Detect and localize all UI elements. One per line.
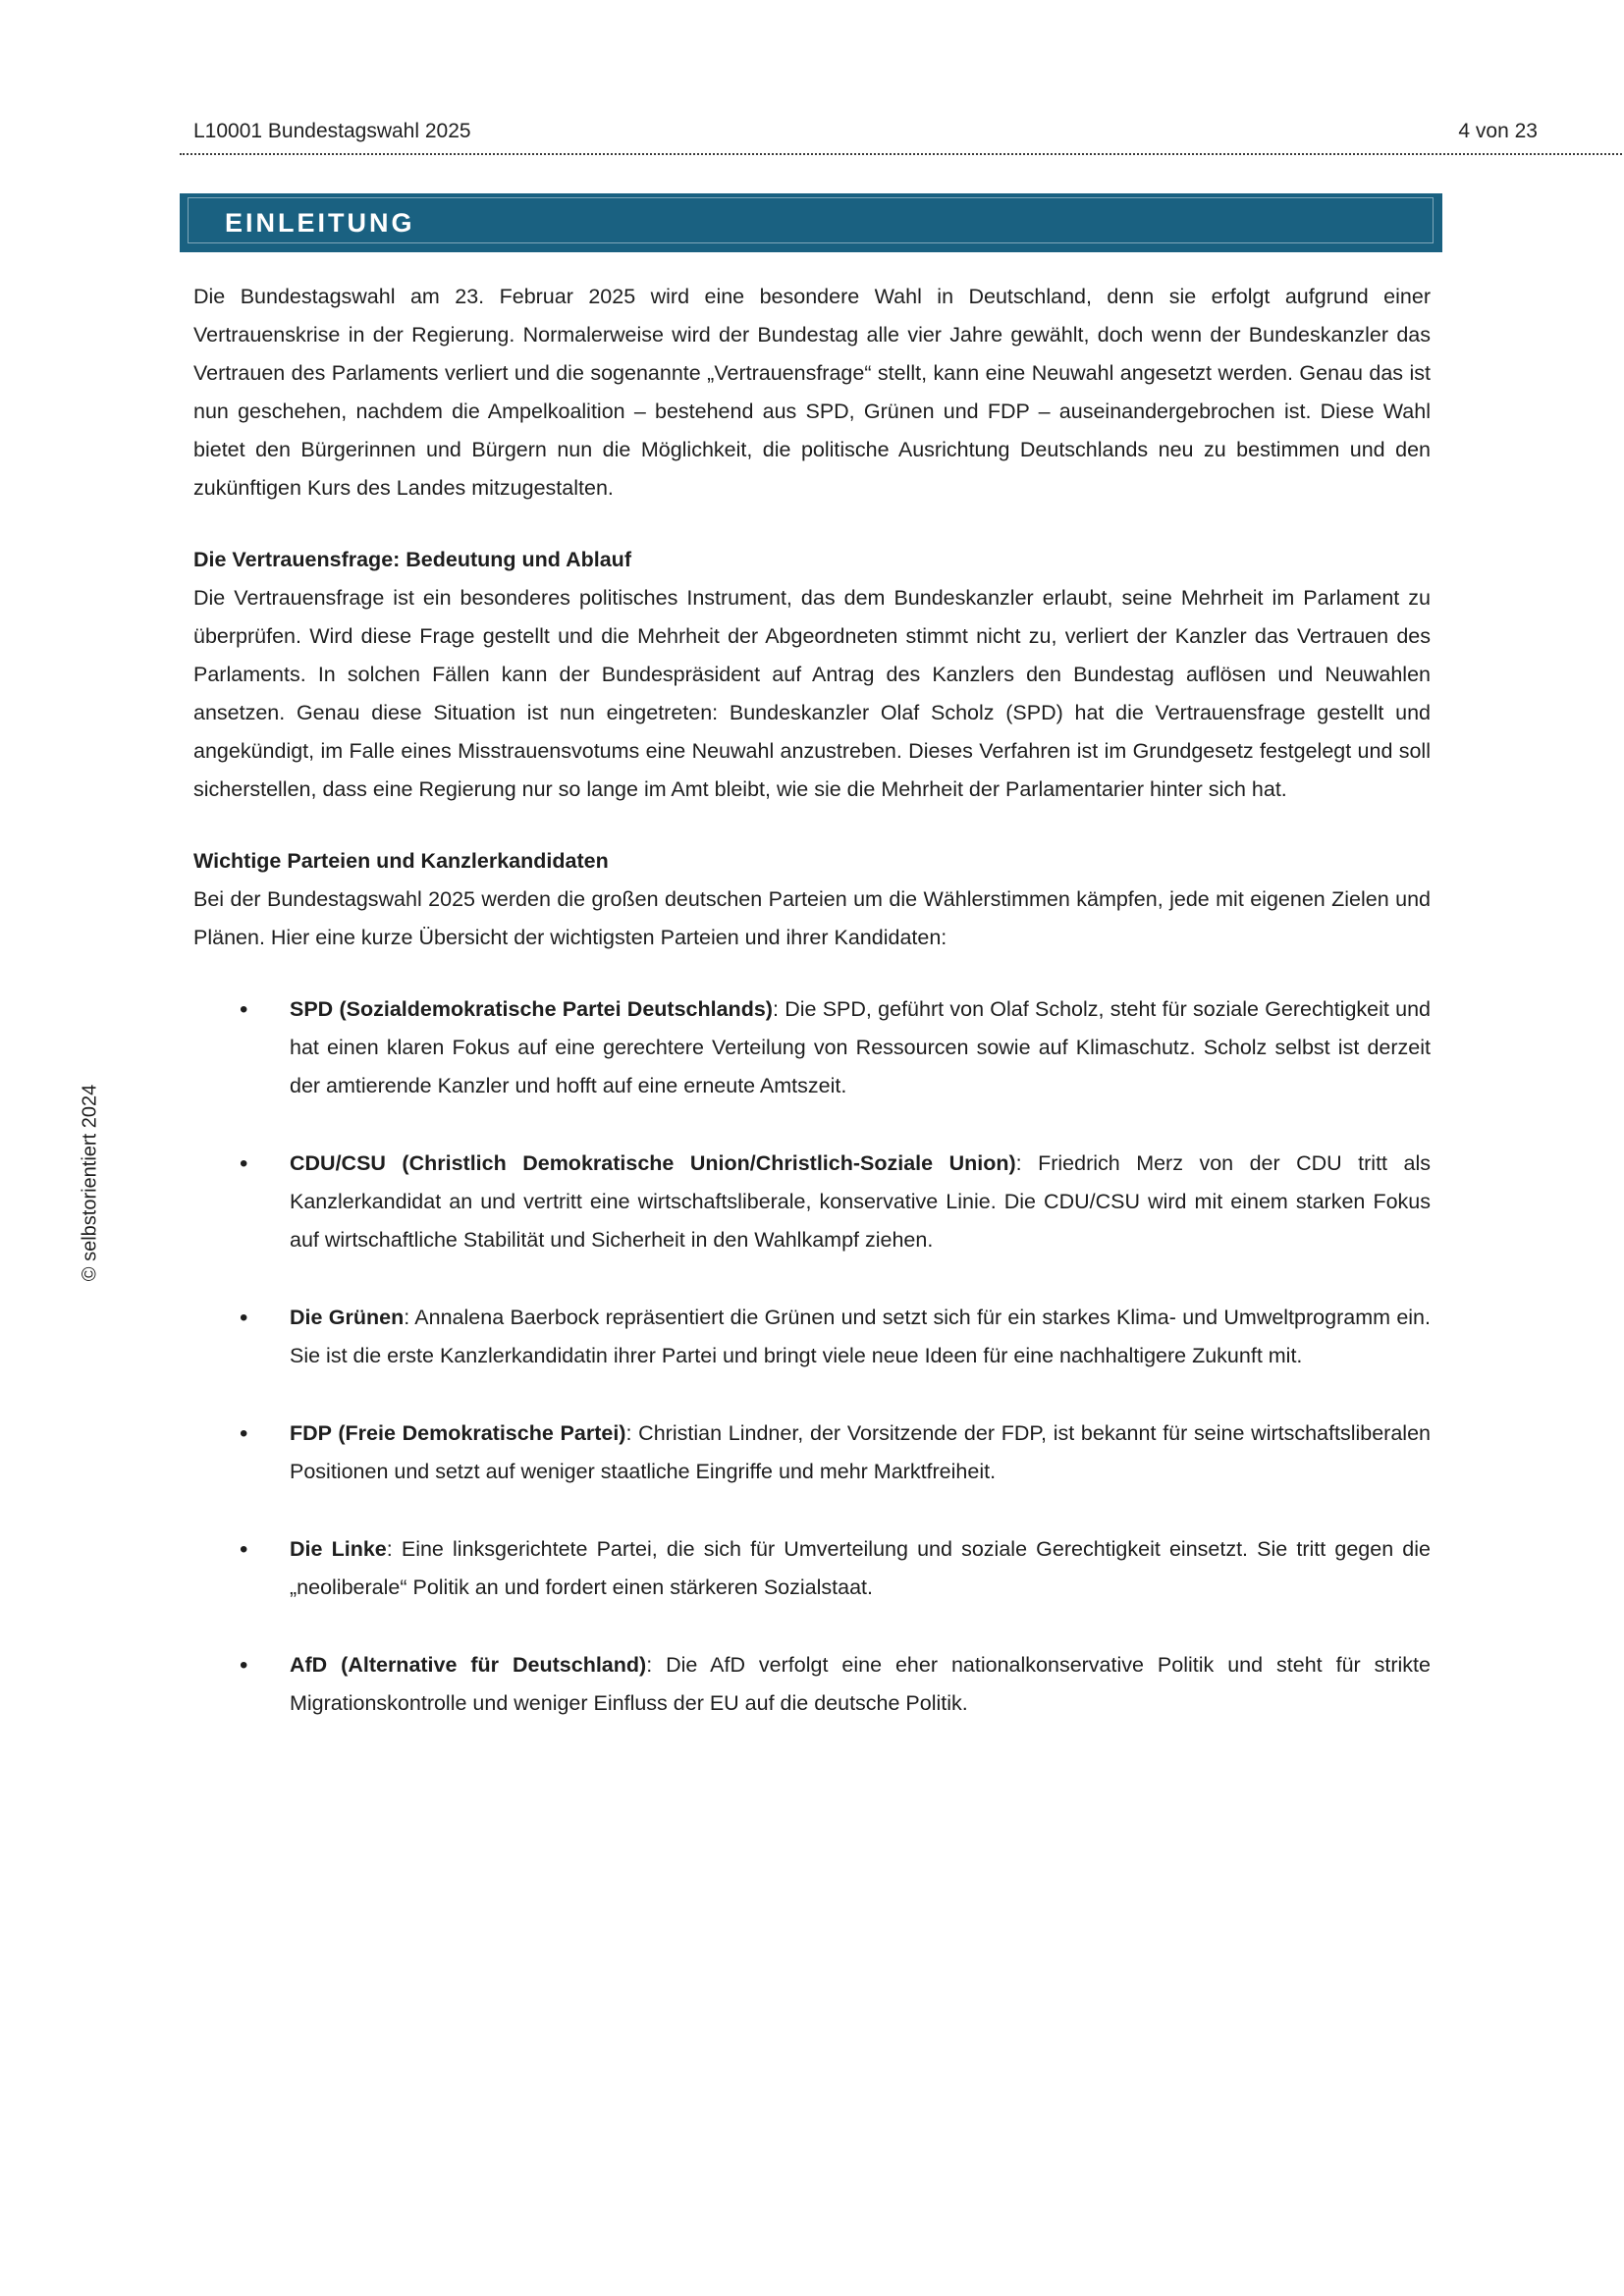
header-doc-code: L10001 Bundestagswahl 2025 [193,120,471,142]
party-desc-cdu-csu: : Friedrich Merz von der CDU tritt als Kanzlerkandidat an und vertritt eine wirtschaftsliberale, konservative Linie. Die CDU/CSU wird mit einem starken Fokus auf wirtschaftliche Stabilität und Sicherheit in den Wahlkampf ziehen. [290,1151,1431,1252]
party-name-gruene: Die Grünen [290,1306,405,1329]
header-rule [180,153,1622,155]
party-list [193,990,1431,1723]
copyright-note: © selbstorientiert 2024 [79,1084,101,1282]
party-desc-spd: : Die SPD, geführt von Olaf Scholz, steht für soziale Gerechtigkeit und hat einen klaren Fokus auf eine gerechtere Verteilung von Ressourcen sowie auf Klimaschutz. Scholz selbst ist derzeit der amtierende Kanzler und hofft auf eine erneute Amtszeit. [290,997,1431,1097]
party-desc-linke: : Eine linksgerichtete Partei, die sich für Umverteilung und soziale Gerechtigkeit einsetzt. Sie tritt gegen die „neoliberale“ Politik an und fordert einen stärkeren Sozialstaat. [290,1537,1431,1599]
section-banner [180,193,1442,252]
party-name-afd: AfD (Alternative für Deutschland) [290,1653,647,1677]
party-name-linke: Die Linke [290,1537,387,1561]
page-header [193,119,1538,144]
list-item-fdp [193,1415,1431,1491]
section-heading-parteien: Wichtige Parteien und Kanzlerkandidaten [193,849,609,873]
party-desc-afd: : Die AfD verfolgt eine eher nationalkonservative Politik und steht für strikte Migrationskontrolle und weniger Einfluss der EU auf die deutsche Politik. [290,1653,1431,1715]
header-page-number: 4 von 23 [1458,120,1538,142]
party-desc-fdp: : Christian Lindner, der Vorsitzende der FDP, ist bekannt für seine wirtschaftsliberalen Positionen und setzt auf weniger staatliche Eingriffe und mehr Marktfreiheit. [290,1421,1431,1483]
list-item-spd [193,990,1431,1105]
list-item-gruene [193,1299,1431,1375]
vertrauensfrage-paragraph: Die Vertrauensfrage ist ein besonderes politisches Instrument, das dem Bundeskanzler erlaubt, seine Mehrheit im Parlament zu überprüfen. Wird diese Frage gestellt und die Mehrheit der Abgeordneten stimmt nicht zu, verliert der Kanzler das Vertrauen des Parlaments. In solchen Fällen kann der Bundespräsident auf Antrag des Kanzlers den Bundestag auflösen und Neuwahlen ansetzen. Genau diese Situation ist nun eingetreten: Bundeskanzler Olaf Scholz (SPD) hat die Vertrauensfrage gestellt und angekündigt, im Falle eines Misstrauensvotums eine Neuwahl anzustreben. Dieses Verfahren ist im Grundgesetz festgelegt und soll sicherstellen, dass eine Regierung nur so lange im Amt bleibt, wie sie die Mehrheit der Parlamentarier hinter sich hat. [193,586,1431,801]
page-content [193,278,1431,1762]
party-name-cdu-csu: CDU/CSU (Christlich Demokratische Union/Christlich-Soziale Union) [290,1151,1016,1175]
party-name-spd: SPD (Sozialdemokratische Partei Deutschlands) [290,997,773,1021]
list-item-afd [193,1646,1431,1723]
party-name-fdp: FDP (Freie Demokratische Partei) [290,1421,626,1445]
intro-paragraph: Die Bundestagswahl am 23. Februar 2025 wird eine besondere Wahl in Deutschland, denn sie erfolgt aufgrund einer Vertrauenskrise in der Regierung. Normalerweise wird der Bundestag alle vier Jahre gewählt, doch wenn der Bundeskanzler das Vertrauen des Parlaments verliert und die sogenannte „Vertrauensfrage“ stellt, kann eine Neuwahl angesetzt werden. Genau das ist nun geschehen, nachdem die Ampelkoalition – bestehend aus SPD, Grünen und FDP – auseinandergebrochen ist. Diese Wahl bietet den Bürgerinnen und Bürgern nun die Möglichkeit, die politische Ausrichtung Deutschlands neu zu bestimmen und den zukünftigen Kurs des Landes mitzugestalten. [193,285,1431,500]
banner-title: EINLEITUNG [225,207,415,238]
list-item-linke [193,1530,1431,1607]
list-item-cdu-csu [193,1145,1431,1259]
parteien-intro-paragraph: Bei der Bundestagswahl 2025 werden die großen deutschen Parteien um die Wählerstimmen kämpfen, jede mit eigenen Zielen und Plänen. Hier eine kurze Übersicht der wichtigsten Parteien und ihrer Kandidaten: [193,887,1431,949]
party-desc-gruene: : Annalena Baerbock repräsentiert die Grünen und setzt sich für ein starkes Klima- und Umweltprogramm ein. Sie ist die erste Kanzlerkandidatin ihrer Partei und bringt viele neue Ideen für eine nachhaltigere Zukunft mit. [290,1306,1431,1367]
section-heading-vertrauensfrage: Die Vertrauensfrage: Bedeutung und Ablauf [193,548,631,571]
